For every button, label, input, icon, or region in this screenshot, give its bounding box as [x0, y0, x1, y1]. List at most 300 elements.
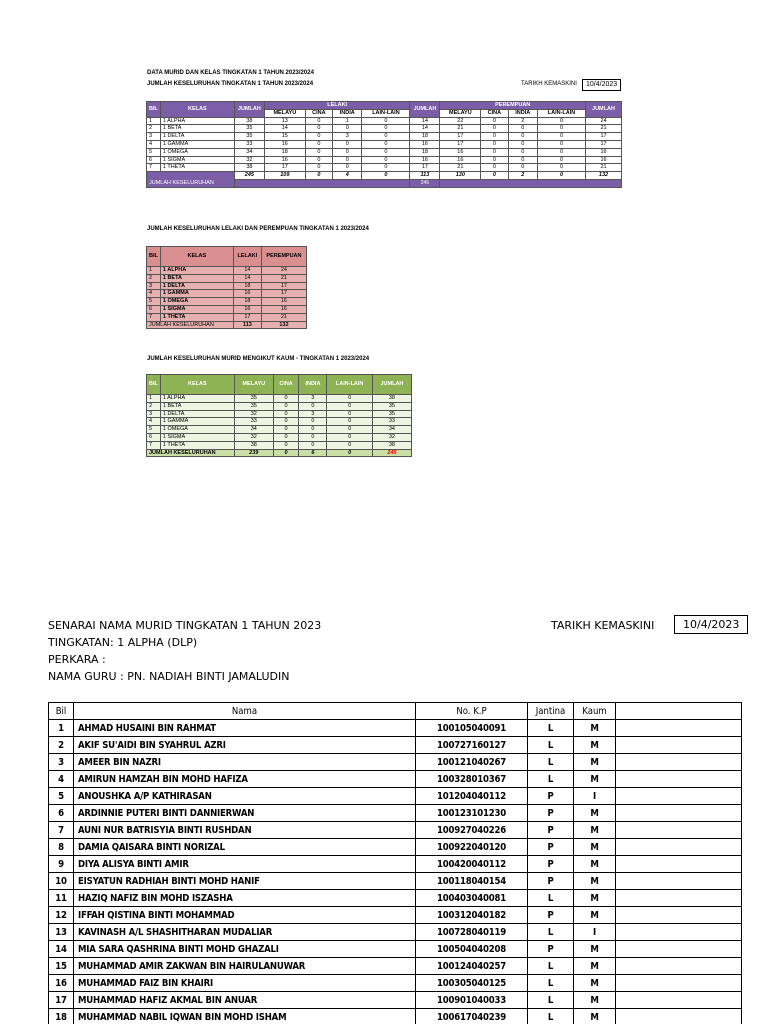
blank-cell — [616, 992, 742, 1009]
name-cell: KAVINASH A/L SHASHITHARAN MUDALIAR — [74, 924, 416, 941]
bil-cell: 3 — [147, 282, 161, 290]
bil-cell: 4 — [147, 140, 161, 148]
table-cell: 3 — [299, 395, 327, 403]
bil-cell: 6 — [147, 433, 161, 441]
bil-cell: 7 — [147, 164, 161, 172]
table-cell: 38 — [234, 117, 264, 125]
table-cell: 35 — [234, 402, 273, 410]
student-row — [49, 873, 742, 890]
bil-cell: 5 — [147, 148, 161, 156]
table-cell: 17 — [261, 282, 306, 290]
bil-cell: 6 — [49, 805, 74, 822]
col-jumlah-lelaki: JUMLAH — [410, 102, 440, 118]
col-cina: CINA — [273, 375, 299, 395]
table-row — [147, 148, 622, 156]
table-cell: 0 — [362, 117, 410, 125]
table-cell: 0 — [362, 133, 410, 141]
col-lain: LAIN-LAIN — [327, 375, 372, 395]
blank-cell — [616, 788, 742, 805]
race-cell: M — [574, 890, 616, 907]
total-cell: 6 — [299, 449, 327, 457]
kelas-cell: 1 GAMMA — [160, 290, 233, 298]
table-cell: 16 — [440, 148, 481, 156]
col-kelas: KELAS — [160, 102, 234, 118]
table-class-summary — [146, 101, 622, 188]
table-cell: 21 — [440, 164, 481, 172]
table-row — [147, 426, 412, 434]
table-cell: 34 — [234, 426, 273, 434]
student-row — [49, 839, 742, 856]
table-row — [147, 267, 307, 275]
col-l-india: INDIA — [332, 109, 361, 117]
student-row — [49, 805, 742, 822]
table-cell: 33 — [234, 418, 273, 426]
student-row — [49, 1009, 742, 1024]
table-cell: 38 — [234, 441, 273, 449]
table-cell: 18 — [410, 148, 440, 156]
gender-cell: L — [528, 771, 574, 788]
name-cell: MUHAMMAD HAFIZ AKMAL BIN ANUAR — [74, 992, 416, 1009]
table-cell: 16 — [233, 305, 261, 313]
col-bil: Bil — [49, 703, 74, 720]
table-cell: 16 — [233, 290, 261, 298]
student-row — [49, 941, 742, 958]
name-cell: AUNI NUR BATRISYIA BINTI RUSHDAN — [74, 822, 416, 839]
table-cell: 16 — [264, 156, 305, 164]
name-cell: HAZIQ NAFIZ BIN MOHD ISZASHA — [74, 890, 416, 907]
gender-cell: L — [528, 958, 574, 975]
col-jumlah-perempuan: JUMLAH — [586, 102, 622, 118]
table-cell: 0 — [362, 156, 410, 164]
table-row — [147, 433, 412, 441]
col-l-melayu: MELAYU — [264, 109, 305, 117]
table-cell: 17 — [586, 140, 622, 148]
col-melayu: MELAYU — [234, 375, 273, 395]
table-cell: 0 — [273, 426, 299, 434]
student-row — [49, 788, 742, 805]
ic-cell: 101204040112 — [416, 788, 528, 805]
gender-cell: P — [528, 805, 574, 822]
race-cell: M — [574, 941, 616, 958]
name-cell: AKIF SU'AIDI BIN SYAHRUL AZRI — [74, 737, 416, 754]
table-cell: 32 — [372, 433, 411, 441]
gender-cell: L — [528, 975, 574, 992]
race-cell: M — [574, 822, 616, 839]
name-cell: MUHAMMAD AMIR ZAKWAN BIN HAIRULANUWAR — [74, 958, 416, 975]
gender-cell: L — [528, 1009, 574, 1024]
total-cell: 0 — [327, 449, 372, 457]
table-cell: 15 — [264, 133, 305, 141]
table-cell: 32 — [234, 433, 273, 441]
table-cell: 33 — [372, 418, 411, 426]
table-cell: 0 — [508, 148, 537, 156]
table-cell: 16 — [410, 156, 440, 164]
ic-cell: 100118040154 — [416, 873, 528, 890]
table-cell: 0 — [332, 140, 361, 148]
kelas-cell: 1 DELTA — [160, 282, 233, 290]
table-cell: 35 — [234, 125, 264, 133]
gender-cell: P — [528, 941, 574, 958]
bil-cell: 17 — [49, 992, 74, 1009]
ic-cell: 100105040091 — [416, 720, 528, 737]
race-cell: M — [574, 720, 616, 737]
gender-cell: L — [528, 992, 574, 1009]
gender-cell: L — [528, 720, 574, 737]
table-row — [147, 140, 622, 148]
col-p-melayu: MELAYU — [440, 109, 481, 117]
student-row — [49, 737, 742, 754]
total-cell: 245 — [372, 449, 411, 457]
table-cell: 0 — [538, 117, 586, 125]
student-list-table — [48, 702, 742, 1024]
ic-cell: 100305040125 — [416, 975, 528, 992]
student-row — [49, 856, 742, 873]
table-cell: 21 — [261, 313, 306, 321]
race-cell: M — [574, 754, 616, 771]
blank-cell — [616, 907, 742, 924]
bil-cell: 5 — [49, 788, 74, 805]
total-cell: 0 — [362, 172, 410, 180]
name-cell: MIA SARA QASHRINA BINTI MOHD GHAZALI — [74, 941, 416, 958]
table-row — [147, 418, 412, 426]
gender-cell: L — [528, 890, 574, 907]
table-cell: 17 — [440, 133, 481, 141]
ic-cell: 100901040033 — [416, 992, 528, 1009]
table-cell: 32 — [234, 156, 264, 164]
kelas-cell: 1 DELTA — [160, 133, 234, 141]
bil-cell: 4 — [147, 418, 161, 426]
table-cell: 0 — [299, 418, 327, 426]
table-cell: 21 — [261, 274, 306, 282]
student-row — [49, 975, 742, 992]
table-cell: 0 — [327, 433, 372, 441]
ic-cell: 100123101230 — [416, 805, 528, 822]
ic-cell: 100312040182 — [416, 907, 528, 924]
total-label: JUMLAH KESELURUHAN — [147, 172, 235, 188]
student-row — [49, 890, 742, 907]
bil-cell: 3 — [49, 754, 74, 771]
table-cell: 18 — [264, 148, 305, 156]
ic-cell: 100617040239 — [416, 1009, 528, 1024]
table-cell: 14 — [410, 125, 440, 133]
ic-cell: 100728040119 — [416, 924, 528, 941]
total-cell: 0 — [305, 172, 332, 180]
blank-cell — [616, 856, 742, 873]
bil-cell: 7 — [147, 441, 161, 449]
total-cell: 132 — [586, 172, 622, 180]
gender-cell: P — [528, 907, 574, 924]
total-cell: 109 — [264, 172, 305, 180]
table-cell: 3 — [299, 410, 327, 418]
student-row — [49, 958, 742, 975]
table-cell: 0 — [362, 125, 410, 133]
table-row — [147, 290, 307, 298]
bil-cell: 13 — [49, 924, 74, 941]
table-row — [147, 125, 622, 133]
blank-cell — [616, 1009, 742, 1024]
table-cell: 34 — [372, 426, 411, 434]
table-cell: 22 — [440, 117, 481, 125]
table-cell: 0 — [299, 433, 327, 441]
kelas-cell: 1 GAMMA — [160, 418, 234, 426]
bil-cell: 3 — [147, 410, 161, 418]
bil-cell: 5 — [147, 298, 161, 306]
table-cell: 0 — [362, 140, 410, 148]
table-cell: 0 — [481, 140, 508, 148]
total-cell: 0 — [538, 172, 586, 180]
student-row — [49, 924, 742, 941]
table-gender-summary — [146, 246, 307, 329]
bil-cell: 11 — [49, 890, 74, 907]
total-cell: 245 — [234, 172, 264, 180]
table-cell: 0 — [332, 156, 361, 164]
bil-cell: 15 — [49, 958, 74, 975]
table-cell: 35 — [234, 133, 264, 141]
table-row — [147, 282, 307, 290]
table-cell: 18 — [233, 282, 261, 290]
kelas-cell: 1 ALPHA — [160, 117, 234, 125]
update-date: 10/4/2023 — [582, 79, 621, 91]
table-cell: 14 — [264, 125, 305, 133]
total-cell: 130 — [440, 172, 481, 180]
table-cell: 0 — [508, 164, 537, 172]
table-cell: 0 — [327, 410, 372, 418]
table-row — [147, 117, 622, 125]
student-row — [49, 754, 742, 771]
table-cell: 0 — [273, 395, 299, 403]
bil-cell: 10 — [49, 873, 74, 890]
bil-cell: 8 — [49, 839, 74, 856]
col-bil: BIL — [147, 102, 161, 118]
race-cell: M — [574, 737, 616, 754]
kelas-cell: 1 ALPHA — [160, 395, 234, 403]
table-cell: 0 — [508, 125, 537, 133]
bil-cell: 16 — [49, 975, 74, 992]
kelas-cell: 1 SIGMA — [160, 156, 234, 164]
race-cell: M — [574, 873, 616, 890]
bil-cell: 1 — [147, 117, 161, 125]
table-cell: 0 — [273, 402, 299, 410]
blank-cell — [616, 771, 742, 788]
name-cell: EISYATUN RADHIAH BINTI MOHD HANIF — [74, 873, 416, 890]
col-kp: No. K.P — [416, 703, 528, 720]
total-cell: 132 — [261, 321, 306, 329]
table-cell: 0 — [332, 125, 361, 133]
table-cell: 16 — [410, 140, 440, 148]
kelas-cell: 1 OMEGA — [160, 298, 233, 306]
table-row — [147, 305, 307, 313]
name-cell: AMIRUN HAMZAH BIN MOHD HAFIZA — [74, 771, 416, 788]
table-cell: 0 — [481, 117, 508, 125]
table-cell: 33 — [234, 140, 264, 148]
table-cell: 0 — [327, 402, 372, 410]
gender-cell: L — [528, 754, 574, 771]
total-cell: 113 — [233, 321, 261, 329]
col-kelas: KELAS — [160, 247, 233, 267]
col-p-cina: CINA — [481, 109, 508, 117]
table-cell: 0 — [508, 133, 537, 141]
table-cell: 0 — [538, 164, 586, 172]
bil-cell: 1 — [49, 720, 74, 737]
table-cell: 17 — [410, 164, 440, 172]
bil-cell: 2 — [147, 274, 161, 282]
table-cell: 0 — [305, 117, 332, 125]
table-cell: 13 — [264, 117, 305, 125]
table-cell: 0 — [273, 433, 299, 441]
bil-cell: 1 — [147, 267, 161, 275]
bil-cell: 12 — [49, 907, 74, 924]
kelas-cell: 1 THETA — [160, 441, 234, 449]
table-cell: 34 — [234, 148, 264, 156]
list-class: TINGKATAN: 1 ALPHA (DLP) — [48, 636, 198, 649]
list-update-date: 10/4/2023 — [674, 615, 748, 634]
ic-cell: 100927040226 — [416, 822, 528, 839]
table-cell: 16 — [440, 156, 481, 164]
table-row — [147, 313, 307, 321]
kelas-cell: 1 GAMMA — [160, 140, 234, 148]
bil-cell: 2 — [147, 125, 161, 133]
table-cell: 3 — [332, 133, 361, 141]
table-cell: 0 — [508, 140, 537, 148]
blank-cell — [616, 754, 742, 771]
col-lelaki: LELAKI — [233, 247, 261, 267]
kelas-cell: 1 ALPHA — [160, 267, 233, 275]
table-cell: 0 — [481, 125, 508, 133]
table-cell: 16 — [261, 298, 306, 306]
bil-cell: 7 — [49, 822, 74, 839]
table-cell: 14 — [233, 267, 261, 275]
table-row — [147, 298, 307, 306]
table-cell: 2 — [508, 117, 537, 125]
table-cell: 14 — [233, 274, 261, 282]
table-cell: 14 — [410, 117, 440, 125]
col-bil: BIL — [147, 247, 161, 267]
table-cell: 0 — [299, 402, 327, 410]
bil-cell: 2 — [147, 402, 161, 410]
gender-cell: P — [528, 822, 574, 839]
bil-cell: 7 — [147, 313, 161, 321]
blank-cell — [616, 958, 742, 975]
sheet-title: DATA MURID DAN KELAS TINGKATAN 1 TAHUN 2023/2024 — [147, 70, 314, 76]
gender-cell: P — [528, 788, 574, 805]
table-cell: 21 — [586, 164, 622, 172]
col-jantina: Jantina — [528, 703, 574, 720]
table-cell: 17 — [261, 290, 306, 298]
race-cell: M — [574, 958, 616, 975]
table-cell: 0 — [508, 156, 537, 164]
table-cell: 0 — [299, 426, 327, 434]
table-cell: 0 — [305, 140, 332, 148]
table-cell: 0 — [481, 148, 508, 156]
table-cell: 16 — [586, 148, 622, 156]
kelas-cell: 1 OMEGA — [160, 148, 234, 156]
table-cell: 0 — [481, 164, 508, 172]
blank-cell — [616, 737, 742, 754]
kelas-cell: 1 DELTA — [160, 410, 234, 418]
blank-cell — [616, 822, 742, 839]
gender-cell: P — [528, 839, 574, 856]
bil-cell: 18 — [49, 1009, 74, 1024]
table-cell: 17 — [440, 140, 481, 148]
table-cell: 0 — [305, 164, 332, 172]
table-cell: 0 — [273, 410, 299, 418]
race-cell: M — [574, 839, 616, 856]
table-cell: 0 — [305, 156, 332, 164]
kelas-cell: 1 THETA — [160, 313, 233, 321]
blank-cell — [616, 839, 742, 856]
bil-cell: 6 — [147, 305, 161, 313]
ic-cell: 100121040267 — [416, 754, 528, 771]
table-cell: 0 — [305, 148, 332, 156]
total-cell: 0 — [273, 449, 299, 457]
table-row — [147, 156, 622, 164]
table-row — [147, 164, 622, 172]
ic-cell: 100727160127 — [416, 737, 528, 754]
col-jumlah: JUMLAH — [234, 102, 264, 118]
col-bil: BIL — [147, 375, 161, 395]
kelas-cell: 1 OMEGA — [160, 426, 234, 434]
list-teacher: NAMA GURU : PN. NADIAH BINTI JAMALUDIN — [48, 670, 290, 683]
blank-cell — [616, 720, 742, 737]
race-cell: I — [574, 924, 616, 941]
table-cell: 38 — [372, 395, 411, 403]
name-cell: MUHAMMAD NABIL IQWAN BIN MOHD ISHAM — [74, 1009, 416, 1024]
blank-cell — [616, 805, 742, 822]
table-cell: 16 — [261, 305, 306, 313]
table-cell: 0 — [362, 148, 410, 156]
table-cell: 0 — [332, 148, 361, 156]
bil-cell: 5 — [147, 426, 161, 434]
col-lelaki: LELAKI — [264, 102, 410, 110]
table-cell: 0 — [327, 418, 372, 426]
table-cell: 17 — [233, 313, 261, 321]
ic-cell: 100922040120 — [416, 839, 528, 856]
table-cell: 38 — [372, 441, 411, 449]
col-l-lain: LAIN-LAIN — [362, 109, 410, 117]
bil-cell: 4 — [49, 771, 74, 788]
bil-cell: 9 — [49, 856, 74, 873]
table-cell: 18 — [233, 298, 261, 306]
ic-cell: 100403040081 — [416, 890, 528, 907]
race-cell: M — [574, 805, 616, 822]
col-perempuan: PEREMPUAN — [440, 102, 586, 110]
table-cell: 1 — [332, 117, 361, 125]
kelas-cell: 1 BETA — [160, 274, 233, 282]
table-cell: 0 — [305, 133, 332, 141]
bil-cell: 14 — [49, 941, 74, 958]
total-cell: 239 — [234, 449, 273, 457]
total-extra: 245 — [410, 179, 440, 187]
name-cell: DIYA ALISYA BINTI AMIR — [74, 856, 416, 873]
kelas-cell: 1 BETA — [160, 125, 234, 133]
student-row — [49, 992, 742, 1009]
student-row — [49, 907, 742, 924]
table-row — [147, 395, 412, 403]
table-cell: 16 — [264, 140, 305, 148]
table-cell: 0 — [538, 140, 586, 148]
table-cell: 0 — [538, 125, 586, 133]
name-cell: ANOUSHKA A/P KATHIRASAN — [74, 788, 416, 805]
bil-cell: 2 — [49, 737, 74, 754]
table-cell: 0 — [538, 148, 586, 156]
col-nama: Nama — [74, 703, 416, 720]
kelas-cell: 1 BETA — [160, 402, 234, 410]
sheet-subtitle: JUMLAH KESELURUHAN TINGKATAN 1 TAHUN 2023/2024 — [147, 81, 314, 87]
list-perkara: PERKARA : — [48, 653, 106, 666]
table-cell: 0 — [481, 156, 508, 164]
kelas-cell: 1 SIGMA — [160, 433, 234, 441]
table-cell: 0 — [305, 125, 332, 133]
